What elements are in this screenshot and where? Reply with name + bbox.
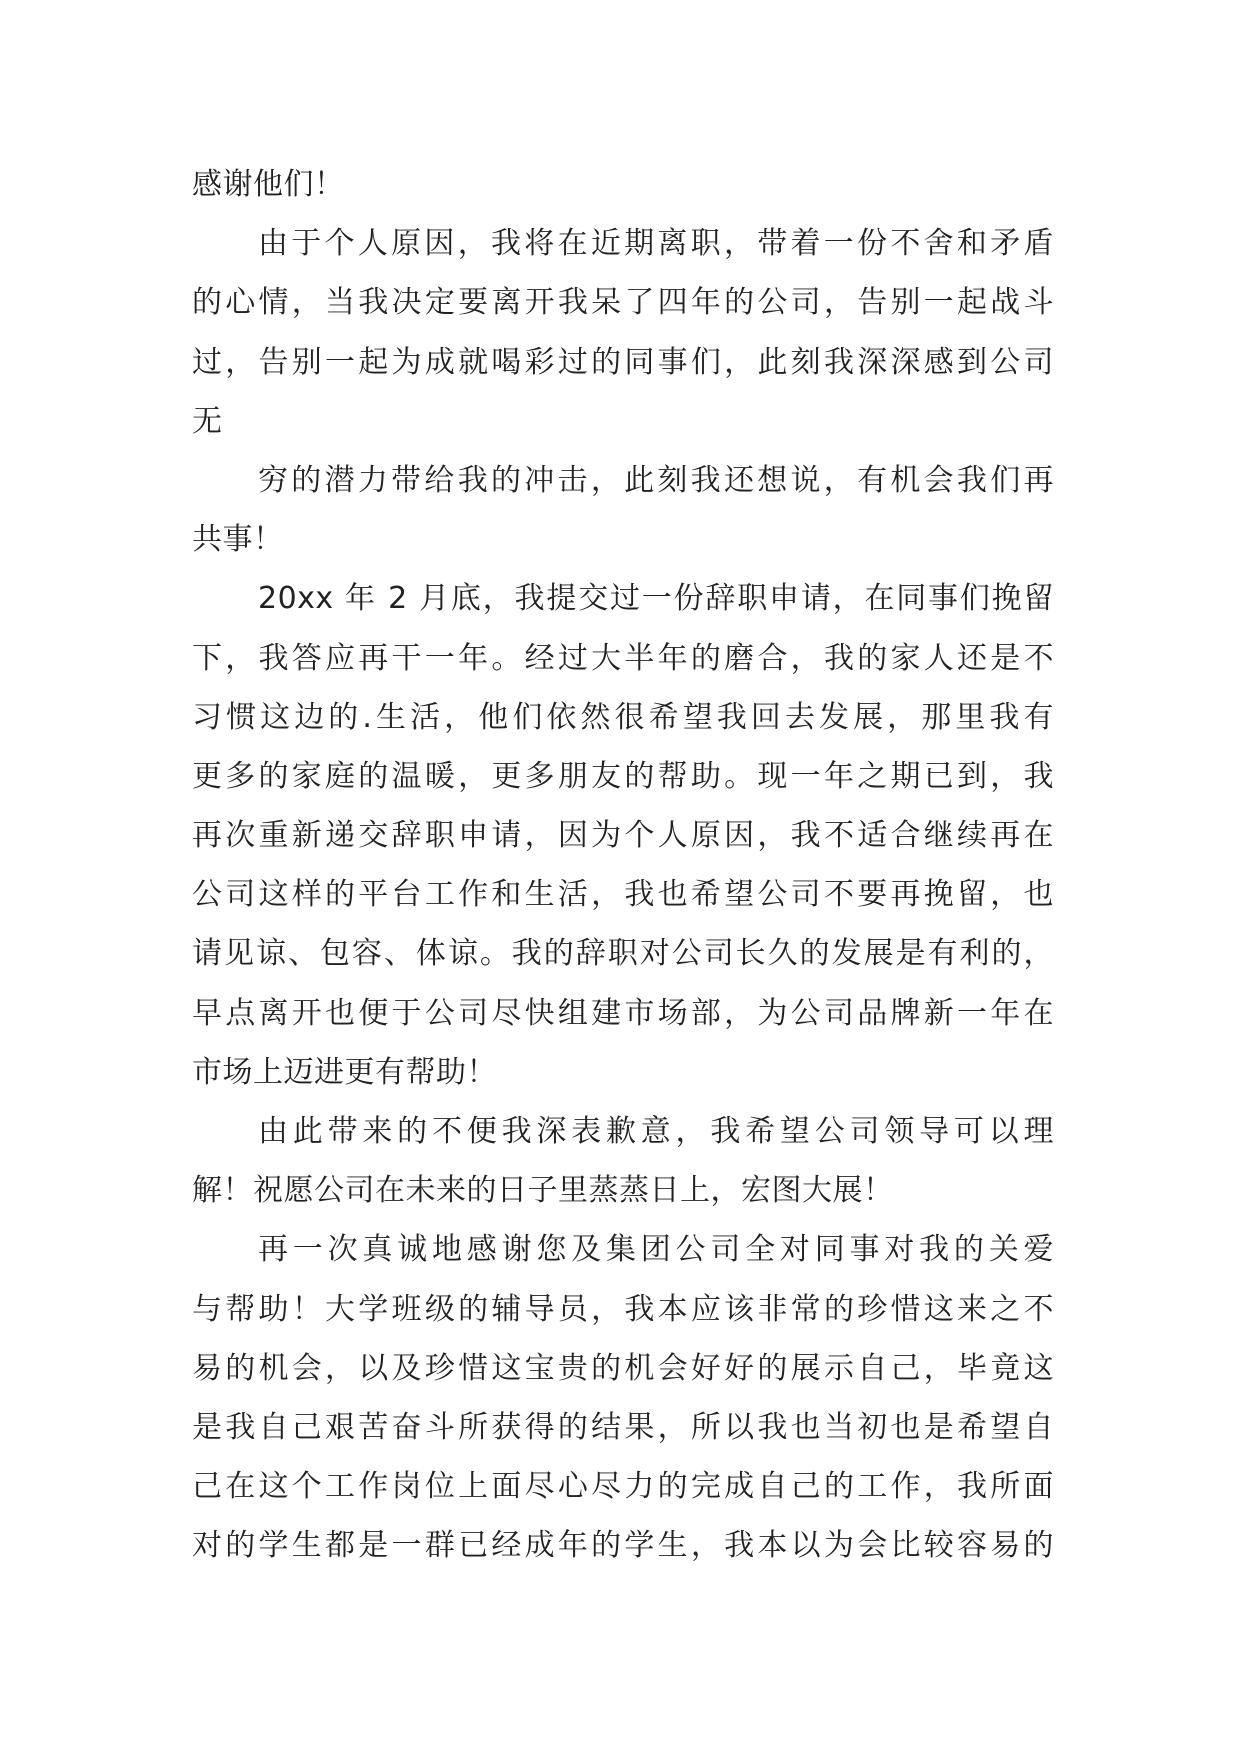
text-line: 与帮助！大学班级的辅导员，我本应该非常的珍惜这来之不: [192, 1291, 1054, 1327]
text-line: 再次重新递交辞职申请，因为个人原因，我不适合继续再在: [192, 818, 1054, 854]
text-line: 穷的潜力带给我的冲击，此刻我还想说，有机会我们再: [258, 462, 1054, 498]
text-line: 是我自己艰苦奋斗所获得的结果，所以我也当初也是希望自: [192, 1409, 1054, 1445]
text-line: 的心情，当我决定要离开我呆了四年的公司，告别一起战斗: [192, 285, 1054, 321]
text-line: 对的学生都是一群已经成年的学生，我本以为会比较容易的: [192, 1528, 1054, 1564]
text-line: 市场上迈进更有帮助！: [192, 1054, 497, 1090]
text-line: 更多的家庭的温暖，更多朋友的帮助。现一年之期已到，我: [192, 758, 1054, 794]
text-line: 请见谅、包容、体谅。我的辞职对公司长久的发展是有利的，: [192, 936, 1054, 972]
text-line: 20xx 年 2 月底，我提交过一份辞职申请，在同事们挽留: [258, 581, 1054, 617]
body-text: [192, 155, 1054, 1576]
text-line: 习惯这边的.生活，他们依然很希望我回去发展，那里我有: [192, 699, 1054, 735]
text-line: 解！祝愿公司在未来的日子里蒸蒸日上，宏图大展！: [192, 1173, 894, 1209]
text-line: 易的机会，以及珍惜这宝贵的机会好好的展示自己，毕竟这: [192, 1350, 1054, 1386]
text-line: 公司这样的平台工作和生活，我也希望公司不要再挽留，也: [192, 877, 1054, 913]
text-line: 下，我答应再干一年。经过大半年的磨合，我的家人还是不: [192, 640, 1054, 676]
text-line: 感谢他们！: [192, 167, 345, 202]
text-line: 过，告别一起为成就喝彩过的同事们，此刻我深深感到公司: [192, 344, 1054, 380]
text-line: 早点离开也便于公司尽快组建市场部，为公司品牌新一年在: [192, 995, 1054, 1031]
text-line: 由于个人原因，我将在近期离职，带着一份不舍和矛盾: [258, 226, 1054, 262]
text-line: 共事！: [192, 522, 284, 558]
text-line: 由此带来的不便我深表歉意，我希望公司领导可以理: [258, 1114, 1054, 1149]
text-line: 再一次真诚地感谢您及集团公司全对同事对我的关爱: [258, 1232, 1054, 1268]
text-line: 无: [192, 403, 223, 439]
text-line: 己在这个工作岗位上面尽心尽力的完成自己的工作，我所面: [192, 1469, 1054, 1505]
